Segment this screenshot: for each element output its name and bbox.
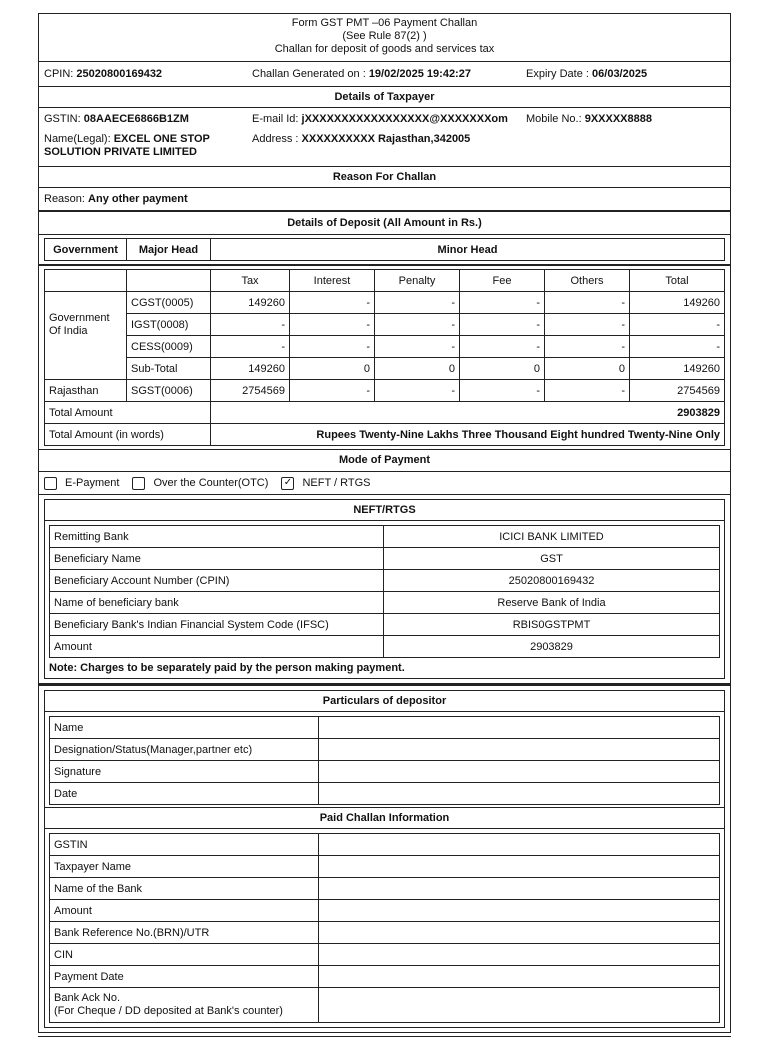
subcol-total: Total bbox=[630, 270, 725, 292]
neft-value: ICICI BANK LIMITED bbox=[384, 526, 720, 548]
blank-cell bbox=[127, 270, 211, 292]
subcol-fee: Fee bbox=[460, 270, 545, 292]
major-head: IGST(0008) bbox=[127, 314, 211, 336]
generated-value: 19/02/2025 19:42:27 bbox=[368, 68, 471, 80]
bank-ack-line1: Bank Ack No. bbox=[54, 992, 121, 1004]
blank-cell bbox=[45, 270, 127, 292]
fee-value: 0 bbox=[460, 358, 545, 380]
others-value: - bbox=[545, 336, 630, 358]
neft-value: Reserve Bank of India bbox=[384, 592, 720, 614]
total-words-label: Total Amount (in words) bbox=[45, 424, 211, 446]
gstin bbox=[44, 113, 189, 125]
col-government: Government bbox=[45, 239, 127, 261]
table-row bbox=[50, 592, 720, 614]
total-value: 2754569 bbox=[630, 380, 725, 402]
option-otc[interactable] bbox=[132, 477, 271, 489]
fee-value: - bbox=[460, 292, 545, 314]
interest-value: - bbox=[290, 336, 375, 358]
total-amount-row bbox=[45, 402, 725, 424]
generated-label: Challan Generated on : bbox=[252, 68, 366, 80]
neft-label: Remitting Bank bbox=[50, 526, 384, 548]
penalty-value: 0 bbox=[375, 358, 460, 380]
expiry-value: 06/03/2025 bbox=[592, 68, 648, 80]
total-words-row bbox=[45, 424, 725, 446]
fee-value: - bbox=[460, 380, 545, 402]
fee-value: - bbox=[460, 314, 545, 336]
address-label: Address : bbox=[252, 133, 299, 145]
depositor-value[interactable] bbox=[319, 739, 720, 761]
address-value: XXXXXXXXXX Rajasthan,342005 bbox=[301, 133, 471, 145]
neft-label: Name of beneficiary bank bbox=[50, 592, 384, 614]
total-amount-value: 2903829 bbox=[211, 402, 725, 424]
legal-name bbox=[44, 133, 210, 159]
form-rule: (See Rule 87(2) ) bbox=[342, 30, 427, 42]
legal-name-value-1: EXCEL ONE STOP bbox=[113, 133, 210, 145]
total-value: - bbox=[630, 336, 725, 358]
paid-label: Taxpayer Name bbox=[50, 856, 319, 878]
neft-label: Beneficiary Account Number (CPIN) bbox=[50, 570, 384, 592]
taxpayer-heading: Details of Taxpayer bbox=[38, 87, 731, 108]
neft-table bbox=[49, 525, 720, 658]
email bbox=[252, 113, 508, 125]
mobile bbox=[526, 113, 652, 125]
penalty-value: - bbox=[375, 380, 460, 402]
tax-value: 2754569 bbox=[211, 380, 290, 402]
taxpayer-details bbox=[38, 108, 731, 167]
paid-label: Amount bbox=[50, 900, 319, 922]
subcol-interest: Interest bbox=[290, 270, 375, 292]
neft-note: Note: Charges to be separately paid by the person making payment. bbox=[49, 662, 405, 674]
mobile-label: Mobile No.: bbox=[526, 113, 582, 125]
option-epayment[interactable] bbox=[44, 477, 122, 489]
address bbox=[252, 133, 470, 145]
fee-value: - bbox=[460, 336, 545, 358]
paid-value[interactable] bbox=[319, 966, 720, 988]
others-value: - bbox=[545, 314, 630, 336]
cpin-value: 25020800169432 bbox=[76, 68, 163, 80]
tax-value: - bbox=[211, 314, 290, 336]
reason-value: Any other payment bbox=[88, 193, 188, 205]
table-row bbox=[50, 878, 720, 900]
table-row bbox=[50, 856, 720, 878]
neft-label: Beneficiary Bank's Indian Financial System Code (IFSC) bbox=[50, 614, 384, 636]
form-subtitle: Challan for deposit of goods and services tax bbox=[274, 43, 495, 55]
total-value: - bbox=[630, 314, 725, 336]
option-label: NEFT / RTGS bbox=[302, 477, 371, 489]
table-row bbox=[50, 783, 720, 805]
option-label: Over the Counter(OTC) bbox=[153, 477, 269, 489]
paid-label: Name of the Bank bbox=[50, 878, 319, 900]
penalty-value: - bbox=[375, 314, 460, 336]
interest-value: - bbox=[290, 380, 375, 402]
penalty-value: - bbox=[375, 292, 460, 314]
paid-label: Bank Reference No.(BRN)/UTR bbox=[50, 922, 319, 944]
others-value: - bbox=[545, 292, 630, 314]
depositor-label: Date bbox=[50, 783, 319, 805]
cpin-label: CPIN: bbox=[44, 68, 74, 80]
form-title: Form GST PMT –06 Payment Challan bbox=[291, 17, 478, 29]
interest-value: - bbox=[290, 314, 375, 336]
depositor-box bbox=[44, 690, 725, 1028]
depositor-label: Name bbox=[50, 717, 319, 739]
table-row bbox=[45, 336, 725, 358]
checkbox-epayment[interactable] bbox=[44, 477, 57, 490]
deposit-table-block bbox=[38, 265, 731, 450]
table-row bbox=[50, 570, 720, 592]
gstin-value: 08AAECE6866B1ZM bbox=[83, 113, 189, 125]
col-major-head: Major Head bbox=[127, 239, 211, 261]
table-row bbox=[50, 739, 720, 761]
paid-value[interactable] bbox=[319, 900, 720, 922]
tax-value: 149260 bbox=[211, 358, 290, 380]
neft-block bbox=[38, 495, 731, 684]
paid-value[interactable] bbox=[319, 944, 720, 966]
cpin-row bbox=[38, 62, 731, 87]
table-row bbox=[45, 358, 725, 380]
paid-table bbox=[49, 833, 720, 1023]
paid-label: GSTIN bbox=[50, 834, 319, 856]
depositor-label: Designation/Status(Manager,partner etc) bbox=[50, 739, 319, 761]
deposit-subheader-row bbox=[45, 270, 725, 292]
mobile-value: 9XXXXX8888 bbox=[584, 113, 652, 125]
interest-value: 0 bbox=[290, 358, 375, 380]
depositor-block bbox=[38, 684, 731, 1033]
legal-name-value-2: SOLUTION PRIVATE LIMITED bbox=[44, 146, 197, 158]
mode-options bbox=[38, 472, 731, 495]
deposit-table bbox=[44, 269, 725, 446]
table-row bbox=[50, 717, 720, 739]
major-head: CESS(0009) bbox=[127, 336, 211, 358]
neft-box bbox=[44, 499, 725, 679]
paid-value[interactable] bbox=[319, 878, 720, 900]
paid-value[interactable] bbox=[319, 922, 720, 944]
table-row bbox=[50, 988, 720, 1023]
email-label: E-mail Id: bbox=[252, 113, 299, 125]
interest-value: - bbox=[290, 292, 375, 314]
cpin bbox=[44, 68, 162, 80]
tax-value: 149260 bbox=[211, 292, 290, 314]
depositor-table bbox=[49, 716, 720, 805]
goi-label: Government Of India bbox=[45, 292, 127, 380]
expiry-label: Expiry Date : bbox=[526, 68, 589, 80]
form-header bbox=[38, 13, 731, 62]
bank-ack-line2: (For Cheque / DD deposited at Bank's counter) bbox=[54, 1005, 283, 1017]
tax-value: - bbox=[211, 336, 290, 358]
neft-heading: NEFT/RTGS bbox=[45, 500, 724, 521]
col-minor-head: Minor Head bbox=[211, 239, 725, 261]
neft-value: RBIS0GSTPMT bbox=[384, 614, 720, 636]
deposit-head-block bbox=[38, 235, 731, 265]
paid-heading: Paid Challan Information bbox=[45, 807, 724, 829]
major-head: SGST(0006) bbox=[127, 380, 211, 402]
paid-label: Payment Date bbox=[50, 966, 319, 988]
reason-row bbox=[38, 188, 731, 211]
penalty-value: - bbox=[375, 336, 460, 358]
mode-heading: Mode of Payment bbox=[38, 450, 731, 472]
total-value: 149260 bbox=[630, 292, 725, 314]
table-row bbox=[50, 922, 720, 944]
generated-on bbox=[252, 68, 471, 80]
total-value: 149260 bbox=[630, 358, 725, 380]
table-row bbox=[50, 636, 720, 658]
table-row bbox=[45, 314, 725, 336]
table-row bbox=[50, 761, 720, 783]
depositor-heading: Particulars of depositor bbox=[45, 691, 724, 712]
table-row bbox=[50, 548, 720, 570]
reason-heading: Reason For Challan bbox=[38, 167, 731, 188]
depositor-value[interactable] bbox=[319, 783, 720, 805]
deposit-heading: Details of Deposit (All Amount in Rs.) bbox=[38, 211, 731, 235]
reason-label: Reason: bbox=[44, 193, 85, 205]
neft-label: Beneficiary Name bbox=[50, 548, 384, 570]
option-neft[interactable] bbox=[281, 477, 370, 489]
legal-name-label: Name(Legal): bbox=[44, 133, 111, 145]
table-row bbox=[50, 614, 720, 636]
table-row bbox=[45, 380, 725, 402]
checkbox-neft[interactable]: ✓ bbox=[281, 477, 294, 490]
depositor-value[interactable] bbox=[319, 761, 720, 783]
total-words-value: Rupees Twenty-Nine Lakhs Three Thousand Eight hundred Twenty-Nine Only bbox=[211, 424, 725, 446]
others-value: - bbox=[545, 380, 630, 402]
paid-value[interactable] bbox=[319, 856, 720, 878]
total-amount-label: Total Amount bbox=[45, 402, 211, 424]
neft-value: 25020800169432 bbox=[384, 570, 720, 592]
table-row bbox=[50, 944, 720, 966]
challan-form bbox=[38, 13, 731, 1037]
subcol-others: Others bbox=[545, 270, 630, 292]
neft-value: GST bbox=[384, 548, 720, 570]
table-row bbox=[50, 900, 720, 922]
paid-value[interactable] bbox=[319, 834, 720, 856]
paid-label: CIN bbox=[50, 944, 319, 966]
major-head: Sub-Total bbox=[127, 358, 211, 380]
deposit-head-table bbox=[44, 238, 725, 261]
checkbox-otc[interactable] bbox=[132, 477, 145, 490]
email-value: jXXXXXXXXXXXXXXXXX@XXXXXXXom bbox=[301, 113, 508, 125]
table-row bbox=[50, 966, 720, 988]
paid-value[interactable] bbox=[319, 988, 720, 1023]
expiry-date bbox=[526, 68, 647, 80]
state-label: Rajasthan bbox=[45, 380, 127, 402]
depositor-label: Signature bbox=[50, 761, 319, 783]
gstin-label: GSTIN: bbox=[44, 113, 81, 125]
table-row bbox=[45, 292, 725, 314]
neft-label: Amount bbox=[50, 636, 384, 658]
table-row bbox=[50, 834, 720, 856]
major-head: CGST(0005) bbox=[127, 292, 211, 314]
depositor-value[interactable] bbox=[319, 717, 720, 739]
subcol-tax: Tax bbox=[211, 270, 290, 292]
neft-value: 2903829 bbox=[384, 636, 720, 658]
bank-ack-label bbox=[50, 988, 319, 1023]
table-row bbox=[50, 526, 720, 548]
others-value: 0 bbox=[545, 358, 630, 380]
option-label: E-Payment bbox=[65, 477, 120, 489]
subcol-penalty: Penalty bbox=[375, 270, 460, 292]
